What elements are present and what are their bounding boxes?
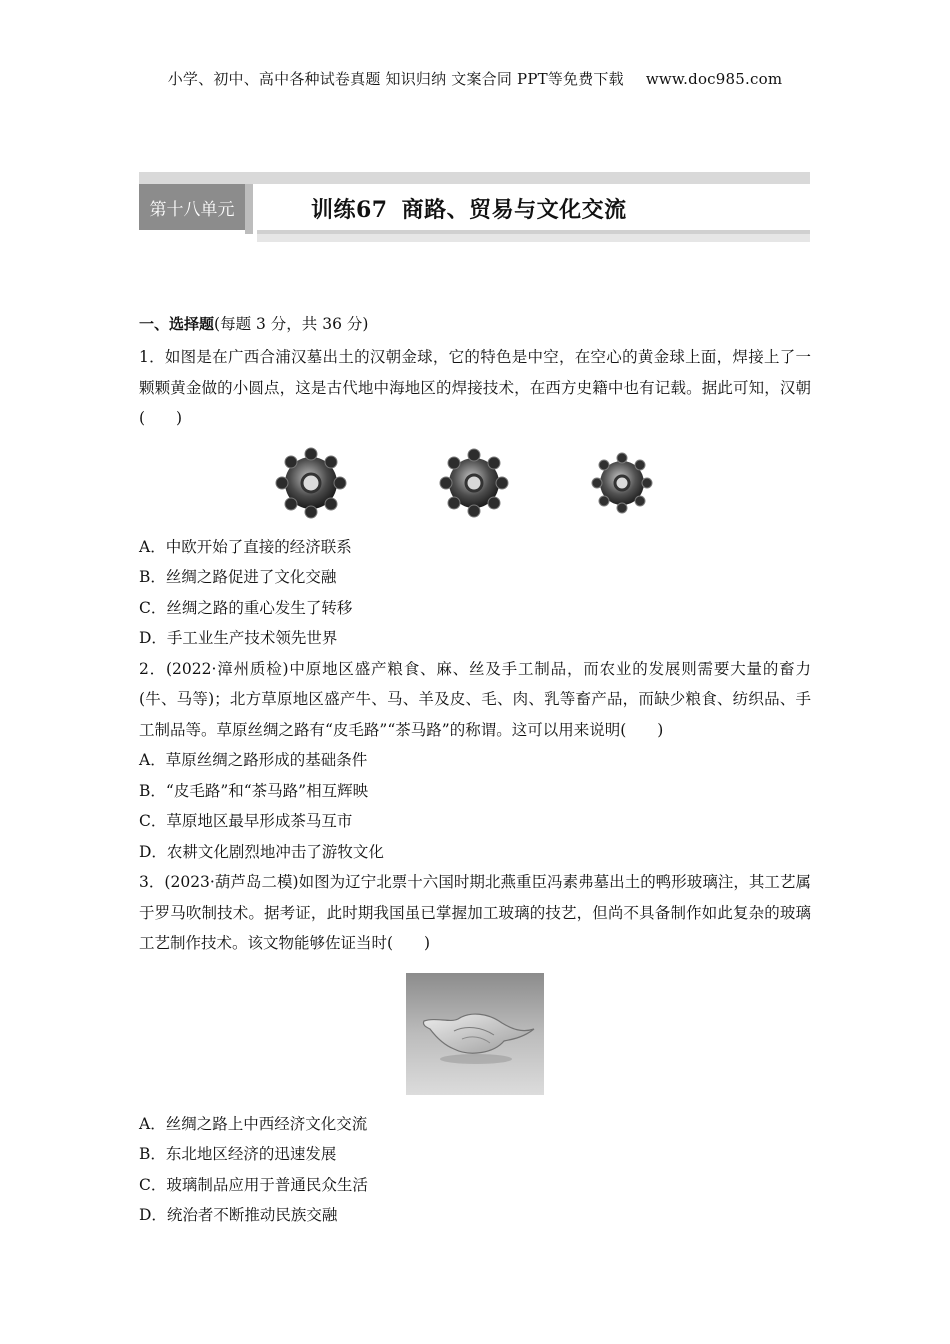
option-c: C．草原地区最早形成茶马互市 xyxy=(139,812,353,830)
gold-bead-3 xyxy=(587,446,697,520)
banner-rule-shadow xyxy=(257,234,810,242)
question-2 xyxy=(139,654,811,868)
section-heading xyxy=(139,312,811,336)
option-b: B．“皮毛路”和“茶马路”相互辉映 xyxy=(139,781,369,800)
page-header xyxy=(0,68,950,89)
duck-glass-vessel-image xyxy=(406,973,544,1095)
option-a: A．中欧开始了直接的经济联系 xyxy=(139,537,352,556)
section-note: (每题 3 分，共 36 分) xyxy=(214,315,369,333)
question-content xyxy=(139,312,811,1231)
banner-top-strip xyxy=(139,172,810,184)
unit-label-shadow xyxy=(245,184,253,234)
section-label: 一、选择题 xyxy=(139,315,215,333)
header-site-link[interactable]: www.doc985.com xyxy=(645,70,783,88)
question-3 xyxy=(139,867,811,1231)
gold-bead-1 xyxy=(261,446,421,520)
gold-beads-image xyxy=(219,446,739,520)
option-d: D．统治者不断推动民族交融 xyxy=(139,1206,338,1224)
option-d: D．手工业生产技术领先世界 xyxy=(139,629,338,647)
question-stem: 1．如图是在广西合浦汉墓出土的汉朝金球，它的特色是中空，在空心的黄金球上面，焊接上了一颗颗黄金做的小圆点，这是古代地中海地区的焊接技术，在西方史籍中也有记载。据此可知，汉朝( ) xyxy=(139,348,811,427)
option-b: B．东北地区经济的迅速发展 xyxy=(139,1145,337,1163)
header-text: 小学、初中、高中各种试卷真题 知识归纳 文案合同 PPT等免费下载 xyxy=(167,70,624,88)
unit-banner xyxy=(139,172,810,242)
option-c: C．玻璃制品应用于普通民众生活 xyxy=(139,1175,368,1194)
option-c: C．丝绸之路的重心发生了转移 xyxy=(139,598,353,617)
duck-glass-vessel xyxy=(406,973,544,1095)
option-a: A．丝绸之路上中西经济文化交流 xyxy=(139,1114,368,1133)
training-number: 训练67 xyxy=(311,197,388,223)
question-stem: 3．(2023·葫芦岛二模)如图为辽宁北票十六国时期北燕重臣冯素弗墓出土的鸭形玻璃注，其工艺属于罗马吹制技术。据考证，此时期我国虽已掌握加工玻璃的技艺，但尚不具备制作如此复杂的玻璃工艺制作技术。该文物能够佐证当时( ) xyxy=(139,873,811,952)
question-stem: 2．(2022·漳州质检)中原地区盛产粮食、麻、丝及手工制品，而农业的发展则需要大量的畜力(牛、马等)；北方草原地区盛产牛、马、羊及皮、毛、肉、乳等畜产品，而缺少粮食、纺织品、手工制品等。草原丝绸之路有“皮毛路”“茶马路”的称谓。这可以用来说明( ) xyxy=(139,659,811,739)
unit-label: 第十八单元 xyxy=(139,184,245,230)
page-title xyxy=(311,193,627,224)
question-1 xyxy=(139,342,811,654)
option-d: D．农耕文化剧烈地冲击了游牧文化 xyxy=(139,842,384,861)
option-a: A．草原丝绸之路形成的基础条件 xyxy=(139,751,368,769)
training-title: 商路、贸易与文化交流 xyxy=(401,197,627,223)
option-b: B．丝绸之路促进了文化交融 xyxy=(139,568,337,586)
gold-bead-2 xyxy=(429,446,579,520)
